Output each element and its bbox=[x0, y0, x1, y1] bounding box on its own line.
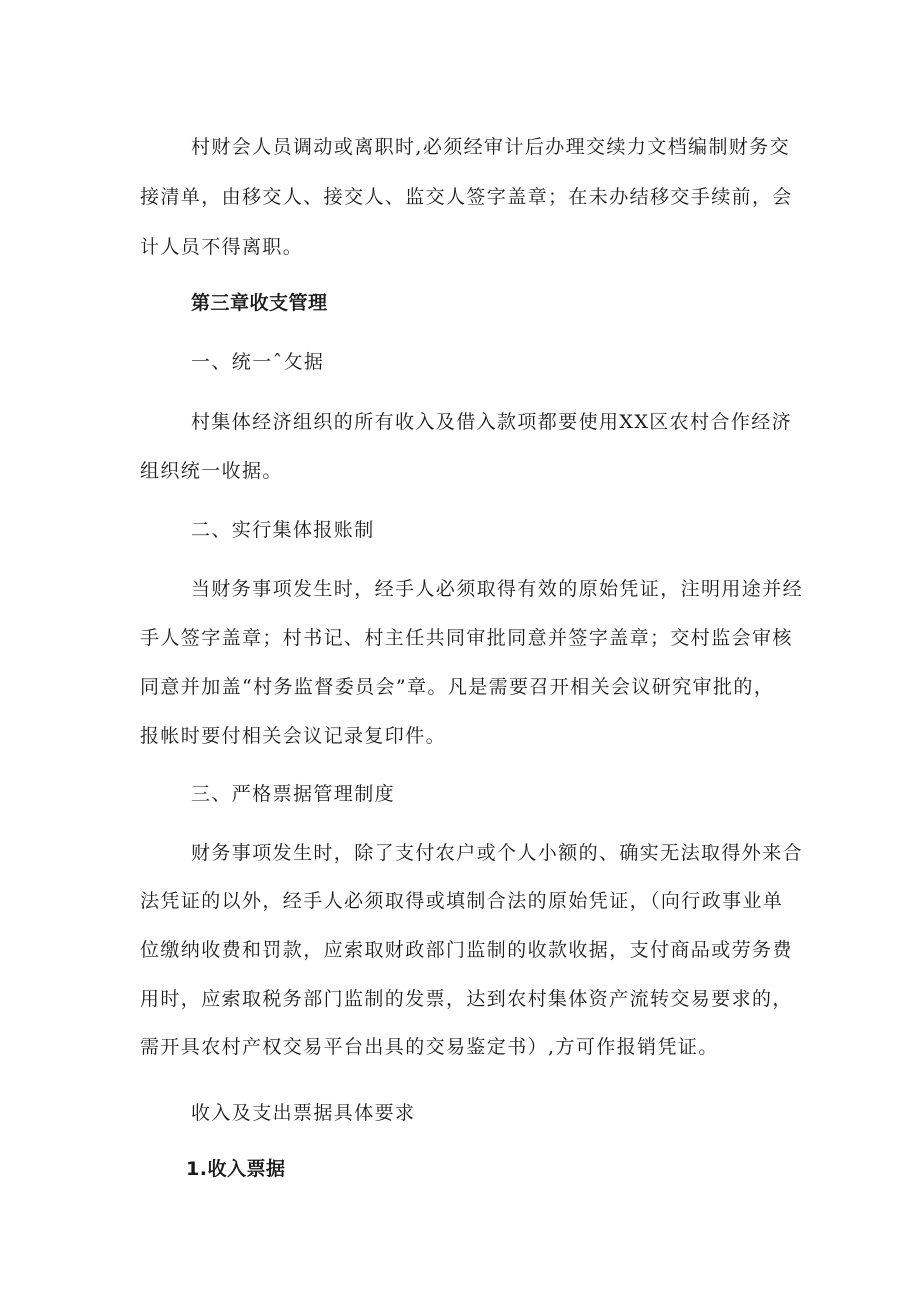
chapter-heading: 第三章收支管理 bbox=[191, 292, 328, 314]
paragraph-line: 位缴纳收费和罚款，应索取财政部门监制的收款收据，支付商品或劳务费 bbox=[140, 939, 793, 961]
numbered-heading: 1.收入票据 bbox=[186, 1158, 286, 1180]
paragraph-line: 当财务事项发生时，经手人必须取得有效的原始凭证，注明用途并经 bbox=[191, 578, 804, 600]
paragraph-line: 报帐时要付相关会议记录复印件。 bbox=[140, 725, 447, 747]
paragraph-line: 同意并加盖“村务监督委员会”章。凡是需要召开相关会议研究审批的， bbox=[140, 676, 775, 698]
paragraph-line: 组织统一收据。 bbox=[140, 460, 283, 482]
paragraph-line: 需开具农村产权交易平台出具的交易鉴定书）,方可作报销凭证。 bbox=[140, 1036, 719, 1058]
paragraph-line: 村集体经济组织的所有收入及借入款项都要使用XX区农村合作经济 bbox=[191, 411, 793, 433]
paragraph-line: 计人员不得离职。 bbox=[140, 236, 304, 258]
paragraph-line: 用时，应索取税务部门监制的发票，达到农村集体资产流转交易要求的， bbox=[140, 988, 793, 1010]
section-heading: 二、实行集体报账制 bbox=[191, 519, 375, 541]
section-heading: 一、统一ˆ攵据 bbox=[191, 351, 325, 373]
paragraph-line: 法凭证的以外，经手人必须取得或填制合法的原始凭证，（向行政事业单 bbox=[140, 890, 784, 912]
section-heading: 三、严格票据管理制度 bbox=[191, 783, 396, 805]
paragraph-line: 村财会人员调动或离职时,必须经审计后办理交续力文档编制财务交 bbox=[191, 136, 791, 158]
paragraph-line: 手人签字盖章；村书记、村主任共同审批同意并签字盖章；交村监会审核 bbox=[140, 627, 793, 649]
paragraph-line: 财务事项发生时，除了支付农户或个人小额的、确实无法取得外来合 bbox=[191, 842, 804, 864]
sub-heading: 收入及支出票据具体要求 bbox=[191, 1102, 416, 1124]
paragraph-line: 接清单，由移交人、接交人、监交人签字盖章；在未办结移交手续前，会 bbox=[140, 186, 793, 208]
